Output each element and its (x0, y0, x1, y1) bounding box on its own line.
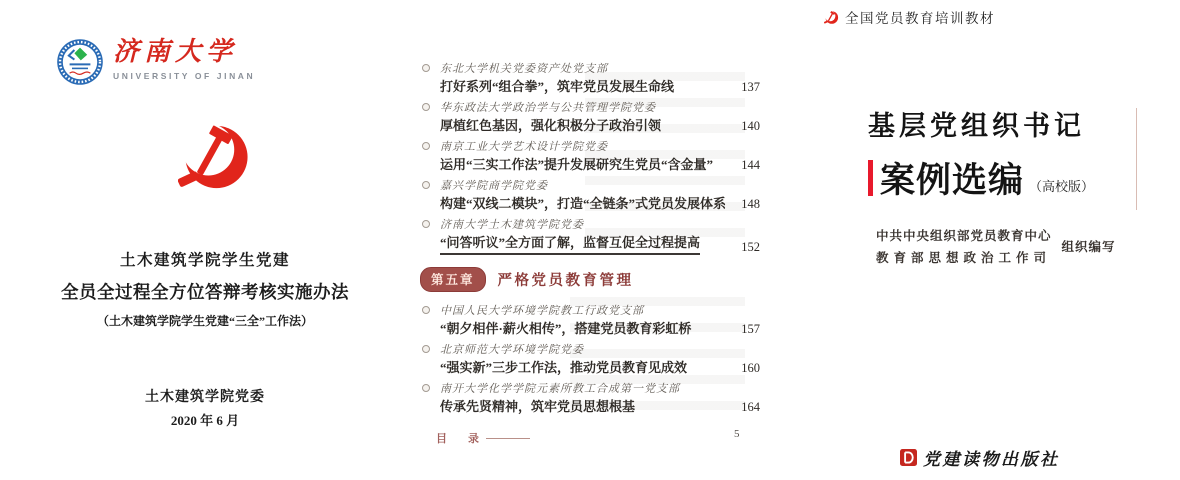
toc-page (420, 62, 760, 458)
document-date: 2020 年 6 月 (170, 413, 240, 428)
toc-footer-label: 目 录 (436, 433, 484, 445)
toc-entry-title: 厚植红色基因，强化积极分子政治引领 (440, 118, 662, 133)
compiler-line: 中共中央组织部党员教育中心 (876, 229, 1052, 243)
toc-entry (420, 140, 760, 173)
toc-entry-page: 148 (741, 197, 760, 211)
toc-entry (420, 304, 760, 337)
party-emblem-icon (178, 120, 252, 194)
chapter-title: 严格党员教育管理 (497, 273, 634, 289)
document-title-line1: 土木建筑学院学生党建 (119, 252, 290, 269)
book-title-block (868, 104, 1120, 203)
toc-entry-title: 运用“三实工作法”提升发展研究生党员“含金量” (440, 157, 714, 172)
toc-running-footer (436, 430, 530, 446)
toc-entry (420, 218, 760, 255)
title-accent-bar (868, 160, 873, 196)
toc-entry (420, 343, 760, 376)
toc-entry-org: 华东政法大学政治学与公共管理学院党委 (440, 101, 656, 114)
toc-entry-page: 140 (741, 119, 760, 133)
entry-bullet-icon (422, 384, 430, 392)
toc-entry-org: 中国人民大学环境学院教工行政党支部 (440, 304, 644, 317)
toc-entry-title-highlighted: “问答听议”全方面了解，监督互促全过程提高 (440, 235, 700, 255)
entry-bullet-icon (422, 306, 430, 314)
university-name-block (113, 38, 255, 81)
toc-entry-title: 打好系列“组合拳”，筑牢党员发展生命线 (440, 79, 675, 94)
university-name-en: UNIVERSITY OF JINAN (113, 70, 256, 81)
university-seal-icon (56, 38, 104, 86)
university-name-cn: 济南大学 (113, 37, 238, 67)
toc-entry-title: “强实新”三步工作法，推动党员教育见成效 (440, 360, 688, 375)
toc-entry-org: 济南大学土木建筑学院党委 (440, 218, 584, 231)
series-header (824, 7, 995, 27)
toc-footer-page-number: 5 (734, 428, 740, 440)
compiler-line: 教育部思想政治工作司 (876, 251, 1052, 265)
publisher-logo-icon (900, 449, 917, 466)
toc-entry-org: 南京工业大学艺术设计学院党委 (440, 140, 608, 153)
cover-page (40, 30, 370, 450)
toc-entry-page: 152 (741, 240, 760, 254)
compiler-role: 组织编写 (1061, 240, 1116, 254)
series-label: 全国党员教育培训教材 (845, 11, 995, 26)
document-title-line2: 全员全过程全方位答辩考核实施办法 (61, 282, 349, 302)
footer-rule-line (486, 438, 530, 439)
document-issuer: 土木建筑学院党委 (145, 390, 265, 405)
toc-entry-org: 南开大学化学学院元素所教工合成第一党支部 (440, 382, 680, 395)
publisher-name: 党建读物出版社 (923, 450, 1060, 470)
document-title-block (40, 248, 370, 329)
entry-bullet-icon (422, 181, 430, 189)
book-title-line1: 基层党组织书记 (868, 111, 1085, 141)
entry-bullet-icon (422, 220, 430, 228)
toc-entry-title: 传承先贤精神，筑牢党员思想根基 (440, 399, 636, 414)
toc-entry-page: 160 (741, 361, 760, 375)
toc-entry-org: 东北大学机关党委资产处党支部 (440, 62, 608, 75)
toc-entry (420, 62, 760, 95)
chapter-number-badge: 第五章 (420, 267, 486, 292)
entry-bullet-icon (422, 64, 430, 72)
university-logo (56, 38, 255, 86)
toc-entry-page: 137 (741, 80, 760, 94)
toc-entry-page: 164 (741, 400, 760, 414)
book-cover-page (800, 0, 1180, 480)
toc-entry-org: 嘉兴学院商学院党委 (440, 179, 548, 192)
toc-entry-title: 构建“双线二模块”，打造“全链条”式党员发展体系 (440, 196, 727, 211)
toc-entry (420, 382, 760, 415)
toc-entry-page: 144 (741, 158, 760, 172)
document-subtitle: （土木建筑学院学生党建“三全”工作法） (96, 314, 313, 328)
entry-bullet-icon (422, 103, 430, 111)
book-edition-note: （高校版） (1029, 178, 1095, 194)
toc-entry (420, 101, 760, 134)
book-title-line2: 案例选编 (880, 161, 1025, 200)
toc-entry-page: 157 (741, 322, 760, 336)
entry-bullet-icon (422, 142, 430, 150)
toc-entry-title: “朝夕相伴·薪火相传”，搭建党员教育彩虹桥 (440, 321, 692, 336)
title-divider-line (1136, 108, 1137, 210)
compilers-block (876, 226, 1116, 266)
chapter-heading (420, 267, 760, 292)
publisher-block (900, 445, 1060, 470)
party-emblem-small-icon (824, 10, 839, 25)
toc-entry-org: 北京师范大学环境学院党委 (440, 343, 584, 356)
toc-entry (420, 179, 760, 212)
entry-bullet-icon (422, 345, 430, 353)
